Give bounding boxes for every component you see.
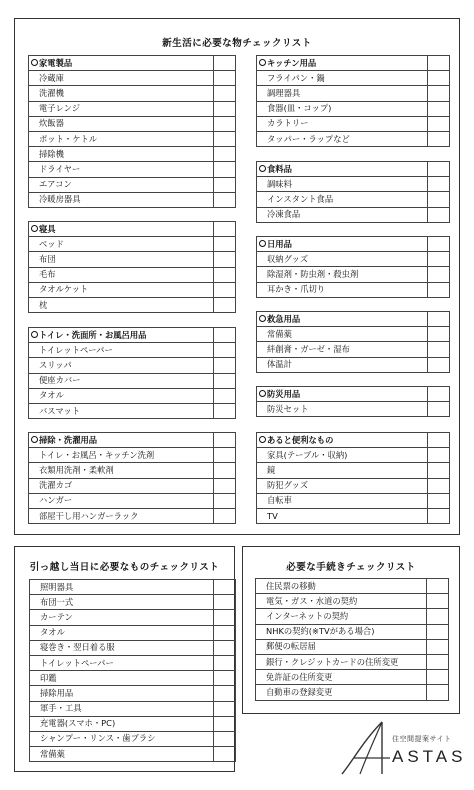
main-checklist-panel: [14, 18, 460, 535]
checklist-row: [29, 493, 236, 508]
category-label: 掃除・洗濯用品: [39, 434, 98, 445]
item-label: 部屋干し用ハンガーラック: [29, 508, 214, 523]
category-header: [257, 433, 450, 448]
checklist-row: [29, 192, 236, 207]
item-label: タオル: [30, 625, 214, 640]
checklist-row: [257, 402, 450, 417]
item-label: 衣類用洗剤・柔軟剤: [29, 463, 214, 478]
checkbox-cell[interactable]: [428, 433, 450, 448]
checkbox-cell[interactable]: [214, 56, 236, 71]
item-label: 便座カバー: [29, 373, 214, 388]
checklist-row: [29, 147, 236, 162]
item-label: 照明器具: [30, 580, 214, 595]
category-label: 救急用品: [267, 313, 301, 324]
checklist-row: [30, 610, 236, 625]
checklist-row: [257, 493, 450, 508]
item-label: 鏡: [257, 463, 428, 478]
checkbox-cell[interactable]: [428, 86, 450, 101]
category-header: [257, 387, 450, 402]
item-label: タオル: [29, 388, 214, 403]
item-label: 郵便の転居届: [256, 639, 427, 654]
category-label: 日用品: [267, 238, 292, 249]
checkbox-cell[interactable]: [428, 116, 450, 131]
category-label: 寝具: [39, 223, 56, 234]
checkbox-cell[interactable]: [428, 177, 450, 192]
checkbox-cell[interactable]: [214, 731, 236, 746]
checklist-row: [257, 131, 450, 146]
checkbox-cell[interactable]: [427, 639, 449, 654]
item-label: スリッパ: [29, 358, 214, 373]
category-header: [257, 312, 450, 327]
checklist-row: [257, 463, 450, 478]
checkbox-cell[interactable]: [214, 388, 236, 403]
checkbox-cell[interactable]: [428, 282, 450, 297]
checkbox-cell[interactable]: [428, 252, 450, 267]
checklist-row: [30, 701, 236, 716]
checklist-row: [29, 177, 236, 192]
category-table: [28, 327, 236, 419]
item-label: インスタント食品: [257, 192, 428, 207]
item-label: インターネットの契約: [256, 609, 427, 624]
checklist-row: [29, 448, 236, 463]
category-table: [256, 311, 450, 373]
item-label: 洗濯機: [29, 86, 214, 101]
checkbox-cell[interactable]: [428, 357, 450, 372]
checkbox-cell[interactable]: [214, 671, 236, 686]
checklist-row: [257, 357, 450, 372]
checkbox-cell[interactable]: [214, 282, 236, 297]
category-header: [29, 222, 236, 237]
item-label: 免許証の住所変更: [256, 670, 427, 685]
checklist-row: [30, 686, 236, 701]
item-label: タッパー・ラップなど: [257, 131, 428, 146]
checkbox-cell[interactable]: [427, 624, 449, 639]
checklist-row: [257, 478, 450, 493]
checkbox-cell[interactable]: [214, 222, 236, 237]
item-label: 体温計: [257, 357, 428, 372]
item-label: 自転車: [257, 493, 428, 508]
item-label: 掃除用品: [30, 686, 214, 701]
checkbox-cell[interactable]: [427, 685, 449, 700]
category-label: トイレ・洗面所・お風呂用品: [39, 329, 147, 340]
checkbox-cell[interactable]: [427, 609, 449, 624]
checkbox-cell[interactable]: [428, 267, 450, 282]
checkbox-cell[interactable]: [214, 701, 236, 716]
checklist-row: [257, 101, 450, 116]
item-label: 印鑑: [30, 671, 214, 686]
checkbox-cell[interactable]: [428, 478, 450, 493]
checkbox-cell[interactable]: [214, 101, 236, 116]
procedures-table: [255, 578, 449, 701]
checkbox-cell[interactable]: [214, 595, 236, 610]
circle-icon: [31, 225, 38, 232]
checkbox-cell[interactable]: [428, 508, 450, 523]
checkbox-cell[interactable]: [428, 387, 450, 402]
checklist-row: [256, 685, 449, 700]
item-label: フライパン・鍋: [257, 71, 428, 86]
checklist-row: [29, 358, 236, 373]
checklist-row: [30, 580, 236, 595]
checkbox-cell[interactable]: [214, 716, 236, 731]
category-header: [257, 162, 450, 177]
item-label: トイレ・お風呂・キッチン洗剤: [29, 448, 214, 463]
checklist-row: [29, 162, 236, 177]
item-label: シャンプー・リンス・歯ブラシ: [30, 731, 214, 746]
checkbox-cell[interactable]: [214, 86, 236, 101]
item-label: 収納グッズ: [257, 252, 428, 267]
item-label: 掃除機: [29, 147, 214, 162]
checkbox-cell[interactable]: [428, 463, 450, 478]
checklist-row: [29, 297, 236, 312]
item-label: トイレットペーパー: [29, 343, 214, 358]
category-label: 家電製品: [39, 57, 73, 68]
checklist-row: [30, 625, 236, 640]
item-label: 自動車の登録変更: [256, 685, 427, 700]
checklist-row: [256, 594, 449, 609]
item-label: 防犯グッズ: [257, 478, 428, 493]
checklist-row: [257, 327, 450, 342]
category-table: [256, 386, 450, 417]
checkbox-cell[interactable]: [428, 71, 450, 86]
checkbox-cell[interactable]: [427, 670, 449, 685]
checkbox-cell[interactable]: [214, 747, 236, 762]
checkbox-cell[interactable]: [214, 493, 236, 508]
circle-icon: [31, 331, 38, 338]
brand-tagline: 住空間提案サイト: [392, 735, 452, 743]
checkbox-cell[interactable]: [214, 192, 236, 207]
astas-logo-mark-icon: [338, 718, 390, 778]
item-label: 枕: [29, 297, 214, 312]
checkbox-cell[interactable]: [214, 177, 236, 192]
checkbox-cell[interactable]: [428, 342, 450, 357]
item-label: 防災セット: [257, 402, 428, 417]
moving-day-title: 引っ越し当日に必要なものチェックリスト: [29, 562, 220, 573]
item-label: 食器(皿・コップ): [257, 101, 428, 116]
checklist-row: [30, 595, 236, 610]
item-label: 調理器具: [257, 86, 428, 101]
checklist-row: [29, 267, 236, 282]
checkbox-cell[interactable]: [214, 373, 236, 388]
brand-name: ASTAS: [392, 747, 467, 766]
checklist-row: [29, 71, 236, 86]
checkbox-cell[interactable]: [428, 448, 450, 463]
checkbox-cell[interactable]: [428, 101, 450, 116]
category-header: [29, 56, 236, 71]
checklist-row: [30, 716, 236, 731]
checklist-row: [257, 282, 450, 297]
checklist-row: [257, 448, 450, 463]
checkbox-cell[interactable]: [428, 327, 450, 342]
checklist-row: [257, 177, 450, 192]
checkbox-cell[interactable]: [214, 343, 236, 358]
moving-day-panel: [14, 546, 235, 772]
item-label: 常備薬: [257, 327, 428, 342]
checklist-row: [256, 624, 449, 639]
checkbox-cell[interactable]: [428, 312, 450, 327]
item-label: 銀行・クレジットカードの住所変更: [256, 654, 427, 669]
item-label: 電子レンジ: [29, 101, 214, 116]
item-label: 軍手・工具: [30, 701, 214, 716]
checkbox-cell[interactable]: [214, 267, 236, 282]
checklist-row: [256, 609, 449, 624]
item-label: 充電器(スマホ・PC): [30, 716, 214, 731]
category-header: [257, 56, 450, 71]
checkbox-cell[interactable]: [428, 207, 450, 222]
checklist-row: [30, 655, 236, 670]
checkbox-cell[interactable]: [214, 237, 236, 252]
circle-icon: [259, 390, 266, 397]
checkbox-cell[interactable]: [214, 297, 236, 312]
checkbox-cell[interactable]: [428, 56, 450, 71]
category-table: [28, 432, 236, 524]
checkbox-cell[interactable]: [214, 328, 236, 343]
checkbox-cell[interactable]: [214, 252, 236, 267]
item-label: 布団: [29, 252, 214, 267]
item-label: 冷蔵庫: [29, 71, 214, 86]
category-label: 防災用品: [267, 388, 301, 399]
procedures-title: 必要な手続きチェックリスト: [286, 562, 416, 573]
item-label: 除湿剤・防虫剤・殺虫剤: [257, 267, 428, 282]
item-label: 冷暖房器具: [29, 192, 214, 207]
item-label: ポット・ケトル: [29, 131, 214, 146]
checkbox-cell[interactable]: [214, 162, 236, 177]
checklist-row: [29, 478, 236, 493]
checkbox-cell[interactable]: [214, 655, 236, 670]
item-label: TV: [257, 508, 428, 523]
item-label: 電気・ガス・水道の契約: [256, 594, 427, 609]
checkbox-cell[interactable]: [214, 147, 236, 162]
item-label: 洗濯カゴ: [29, 478, 214, 493]
item-label: 住民票の移動: [256, 579, 427, 594]
main-checklist-title: 新生活に必要な物チェックリスト: [162, 38, 312, 49]
category-header: [257, 237, 450, 252]
checklist-row: [29, 373, 236, 388]
circle-icon: [259, 240, 266, 247]
checkbox-cell[interactable]: [428, 162, 450, 177]
checklist-row: [29, 403, 236, 418]
checklist-row: [29, 252, 236, 267]
circle-icon: [259, 315, 266, 322]
checklist-row: [29, 388, 236, 403]
checklist-row: [29, 116, 236, 131]
category-header: [29, 433, 236, 448]
checkbox-cell[interactable]: [428, 192, 450, 207]
item-label: カーテン: [30, 610, 214, 625]
circle-icon: [31, 59, 38, 66]
checklist-row: [257, 342, 450, 357]
checkbox-cell[interactable]: [214, 580, 236, 595]
checkbox-cell[interactable]: [427, 654, 449, 669]
checklist-row: [256, 639, 449, 654]
checklist-row: [29, 282, 236, 297]
checklist-row: [257, 71, 450, 86]
checklist-row: [30, 640, 236, 655]
checklist-row: [29, 463, 236, 478]
checkbox-cell[interactable]: [214, 610, 236, 625]
procedures-panel: [242, 546, 460, 714]
category-table: [256, 236, 450, 298]
checkbox-cell[interactable]: [214, 463, 236, 478]
item-label: 家具(テーブル・収納): [257, 448, 428, 463]
item-label: エアコン: [29, 177, 214, 192]
circle-icon: [259, 436, 266, 443]
category-table: [256, 432, 450, 524]
checkbox-cell[interactable]: [214, 640, 236, 655]
checkbox-cell[interactable]: [428, 402, 450, 417]
checklist-row: [30, 731, 236, 746]
category-label: 食料品: [267, 163, 292, 174]
item-label: 毛布: [29, 267, 214, 282]
checkbox-cell[interactable]: [428, 237, 450, 252]
checklist-row: [257, 192, 450, 207]
circle-icon: [259, 59, 266, 66]
circle-icon: [31, 436, 38, 443]
category-label: キッチン用品: [267, 57, 317, 68]
checkbox-cell[interactable]: [214, 478, 236, 493]
item-label: NHKの契約(※TVがある場合): [256, 624, 427, 639]
checklist-row: [257, 207, 450, 222]
item-label: ベッド: [29, 237, 214, 252]
checklist-row: [256, 654, 449, 669]
checklist-row: [257, 267, 450, 282]
item-label: 冷凍食品: [257, 207, 428, 222]
item-label: 耳かき・爪切り: [257, 282, 428, 297]
checklist-row: [257, 86, 450, 101]
category-table: [256, 55, 450, 147]
checklist-row: [29, 508, 236, 523]
category-table: [28, 221, 236, 313]
checklist-row: [257, 116, 450, 131]
checklist-row: [257, 252, 450, 267]
item-label: 常備薬: [30, 747, 214, 762]
item-label: 絆創膏・ガーゼ・湿布: [257, 342, 428, 357]
moving-day-table: [29, 579, 236, 762]
checklist-row: [29, 237, 236, 252]
checkbox-cell[interactable]: [214, 116, 236, 131]
checkbox-cell[interactable]: [214, 686, 236, 701]
category-label: あると便利なもの: [267, 434, 334, 445]
item-label: バスマット: [29, 403, 214, 418]
astas-logo: [338, 718, 467, 778]
checklist-row: [29, 86, 236, 101]
checklist-row: [29, 131, 236, 146]
item-label: 布団一式: [30, 595, 214, 610]
checkbox-cell[interactable]: [214, 433, 236, 448]
category-table: [28, 55, 236, 208]
checkbox-cell[interactable]: [214, 508, 236, 523]
item-label: 寝巻き・翌日着る服: [30, 640, 214, 655]
item-label: 炊飯器: [29, 116, 214, 131]
checkbox-cell[interactable]: [427, 594, 449, 609]
checkbox-cell[interactable]: [214, 448, 236, 463]
checkbox-cell[interactable]: [428, 131, 450, 146]
checkbox-cell[interactable]: [427, 579, 449, 594]
checklist-row: [257, 508, 450, 523]
item-label: ドライヤー: [29, 162, 214, 177]
checklist-row: [29, 101, 236, 116]
item-label: カラトリー: [257, 116, 428, 131]
checklist-row: [30, 747, 236, 762]
checkbox-cell[interactable]: [214, 358, 236, 373]
checkbox-cell[interactable]: [428, 493, 450, 508]
checkbox-cell[interactable]: [214, 625, 236, 640]
item-label: 調味料: [257, 177, 428, 192]
checkbox-cell[interactable]: [214, 131, 236, 146]
item-label: トイレットペーパー: [30, 655, 214, 670]
checkbox-cell[interactable]: [214, 403, 236, 418]
checklist-row: [256, 579, 449, 594]
checklist-row: [29, 343, 236, 358]
category-table: [256, 161, 450, 223]
checkbox-cell[interactable]: [214, 71, 236, 86]
item-label: タオルケット: [29, 282, 214, 297]
item-label: ハンガー: [29, 493, 214, 508]
checklist-row: [256, 670, 449, 685]
checklist-row: [30, 671, 236, 686]
circle-icon: [259, 165, 266, 172]
category-header: [29, 328, 236, 343]
